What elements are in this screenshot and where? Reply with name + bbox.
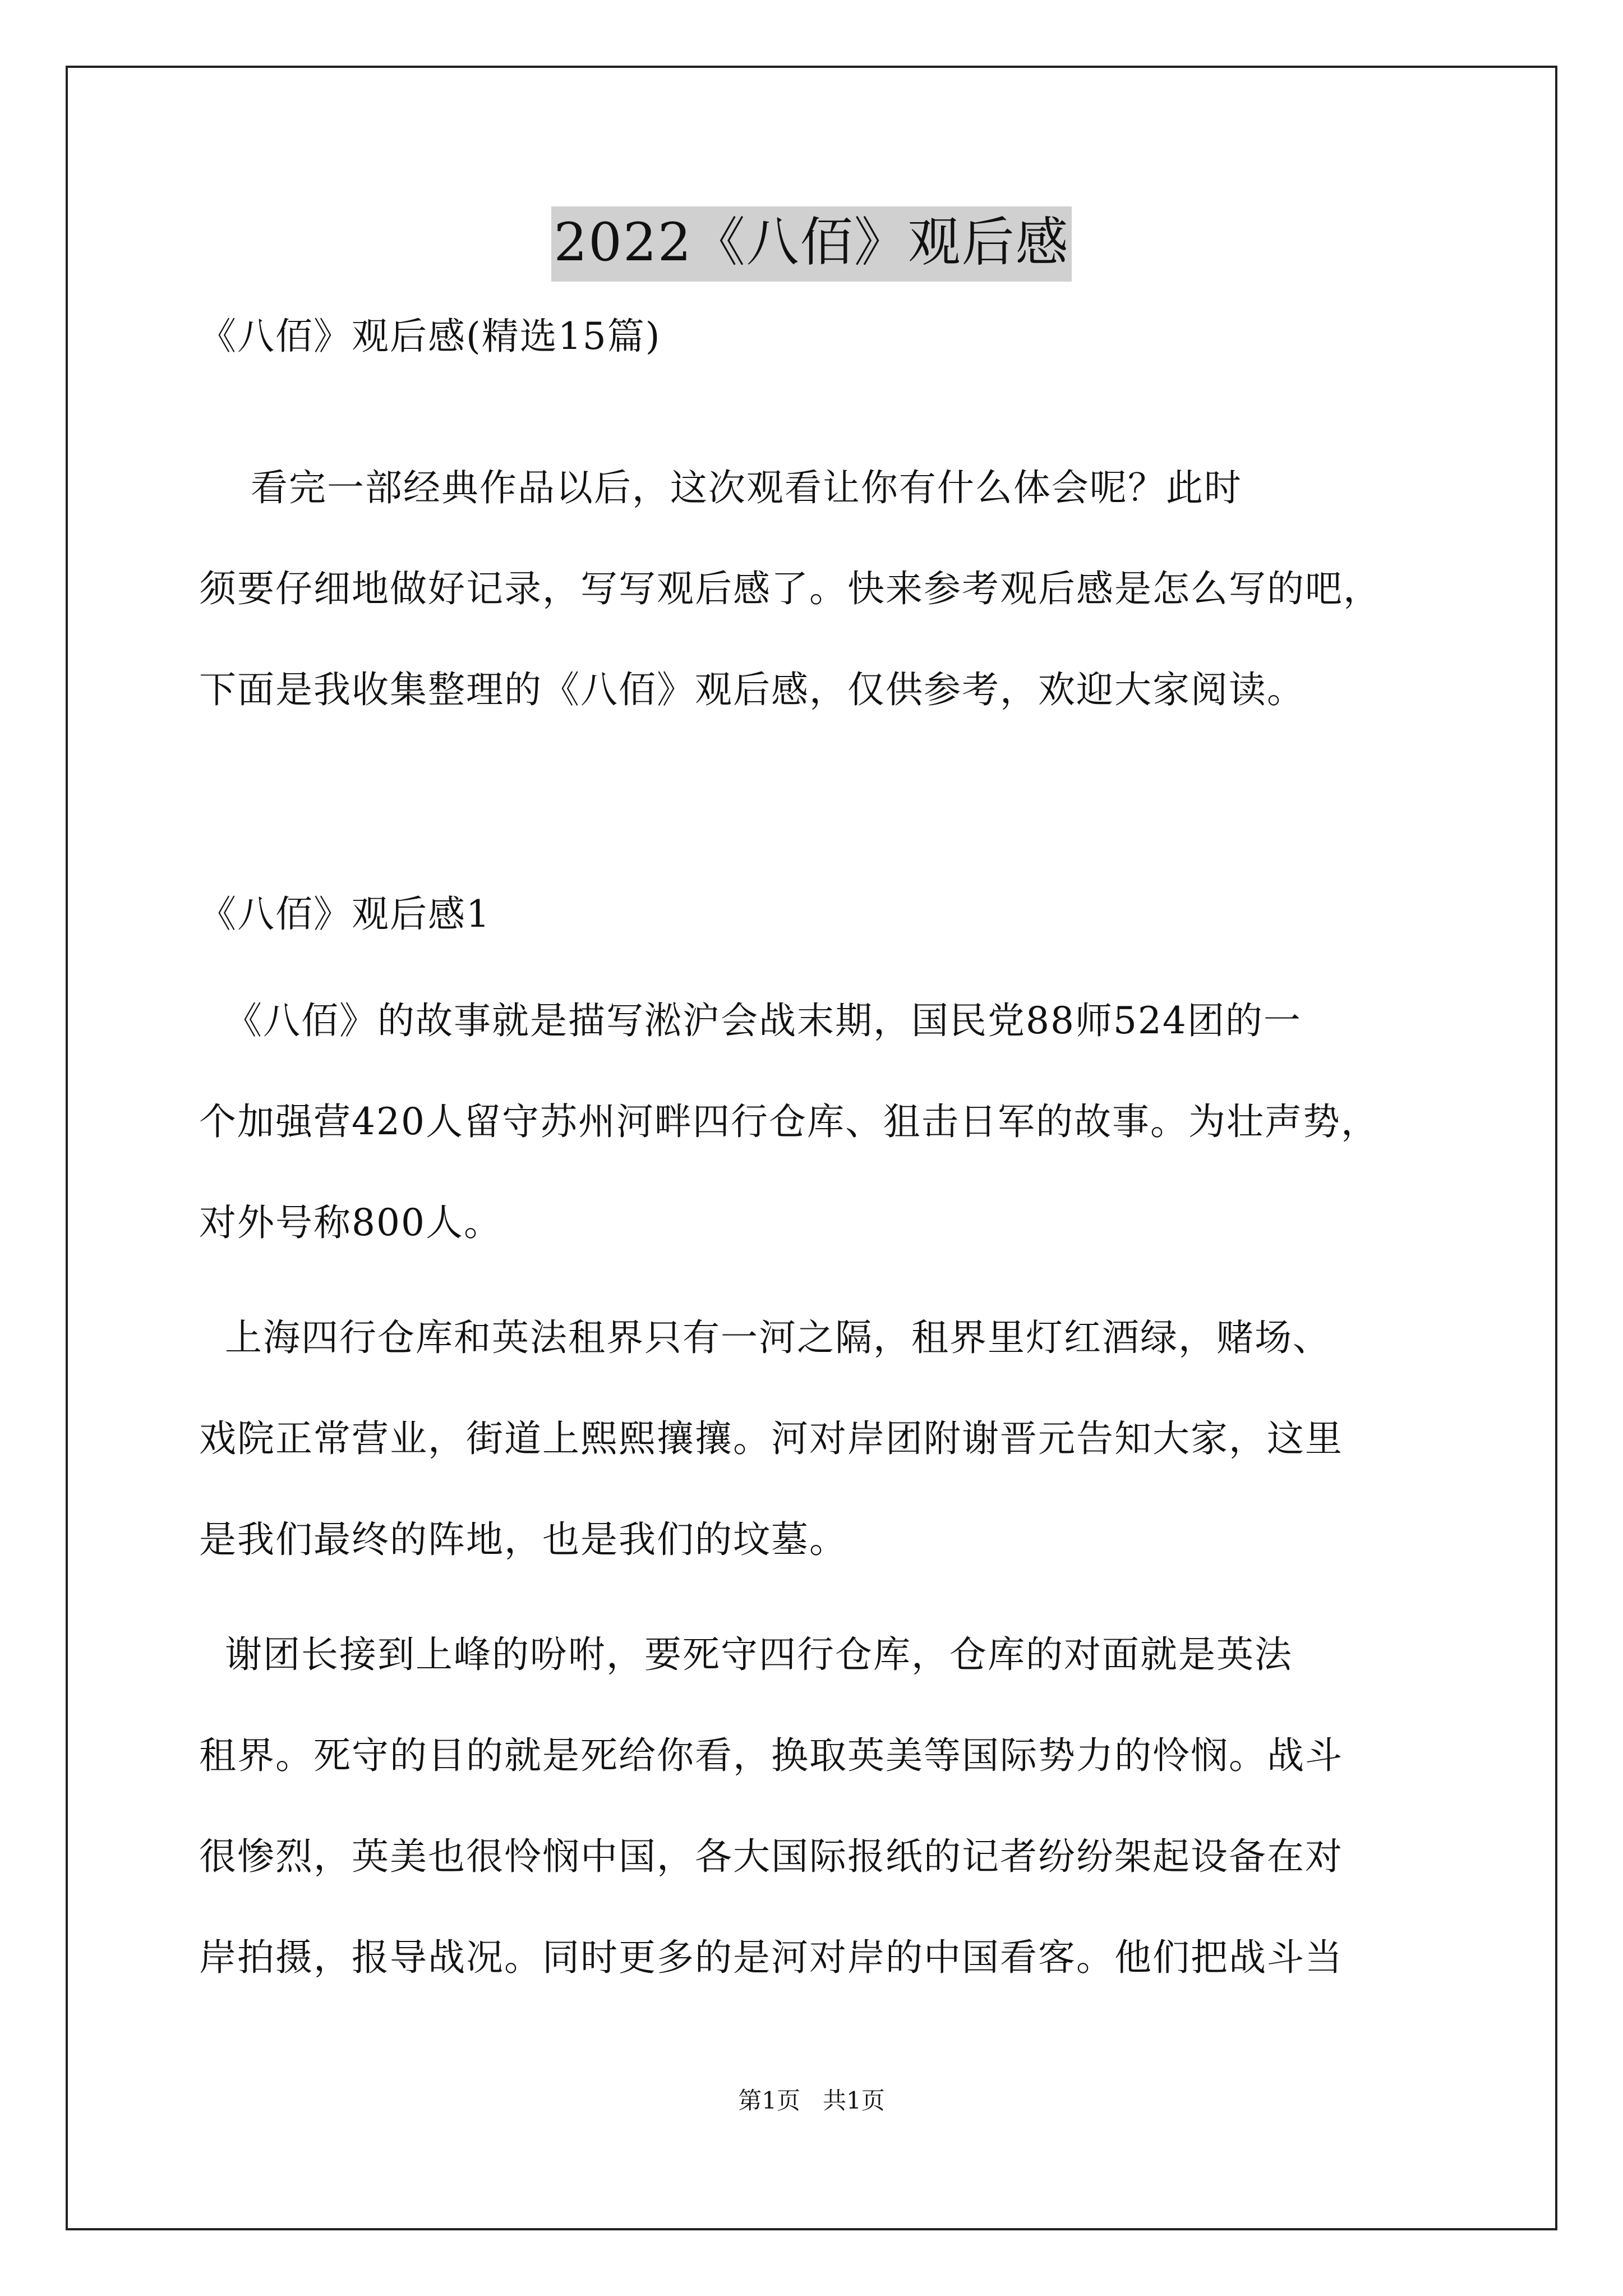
body-line-2: 个加强营420人留守苏州河畔四行仓库、狙击日军的故事。为壮声势， <box>199 1100 1379 1143</box>
intro-line-3: 下面是我收集整理的《八佰》观后感，仅供参考，欢迎大家阅读。 <box>199 668 1305 711</box>
body-line-8: 租界。死守的目的就是死给你看，换取英美等国际势力的怜悯。战斗 <box>199 1734 1343 1777</box>
body-line-4: 上海四行仓库和英法租界只有一河之隔，租界里灯红酒绿，赌场、 <box>199 1316 1331 1359</box>
page-footer: 第1页 共1页 <box>738 2087 885 2114</box>
body-line-7: 谢团长接到上峰的吩咐，要死守四行仓库，仓库的对面就是英法 <box>199 1633 1293 1676</box>
section-heading: 《八佰》观后感1 <box>199 892 491 936</box>
body-line-6: 是我们最终的阵地，也是我们的坟墓。 <box>199 1518 847 1561</box>
document-title: 2022《八佰》观后感 <box>551 206 1071 282</box>
body-line-5: 戏院正常营业，街道上熙熙攘攘。河对岸团附谢晋元告知大家，这里 <box>199 1417 1343 1460</box>
body-line-3: 对外号称800人。 <box>199 1201 502 1244</box>
body-line-1: 《八佰》的故事就是描写淞沪会战末期，国民党88师524团的一 <box>199 999 1302 1042</box>
page-border <box>66 66 1557 2230</box>
subtitle-line: 《八佰》观后感(精选15篇) <box>199 315 661 358</box>
body-line-9: 很惨烈，英美也很怜悯中国，各大国际报纸的记者纷纷架起设备在对 <box>199 1835 1343 1878</box>
intro-line-1: 看完一部经典作品以后，这次观看让你有什么体会呢？此时 <box>199 466 1242 509</box>
intro-line-2: 须要仔细地做好记录，写写观后感了。快来参考观后感是怎么写的吧， <box>199 567 1381 610</box>
body-line-10: 岸拍摄，报导战况。同时更多的是河对岸的中国看客。他们把战斗当 <box>199 1936 1343 1979</box>
title-container <box>0 206 1623 282</box>
